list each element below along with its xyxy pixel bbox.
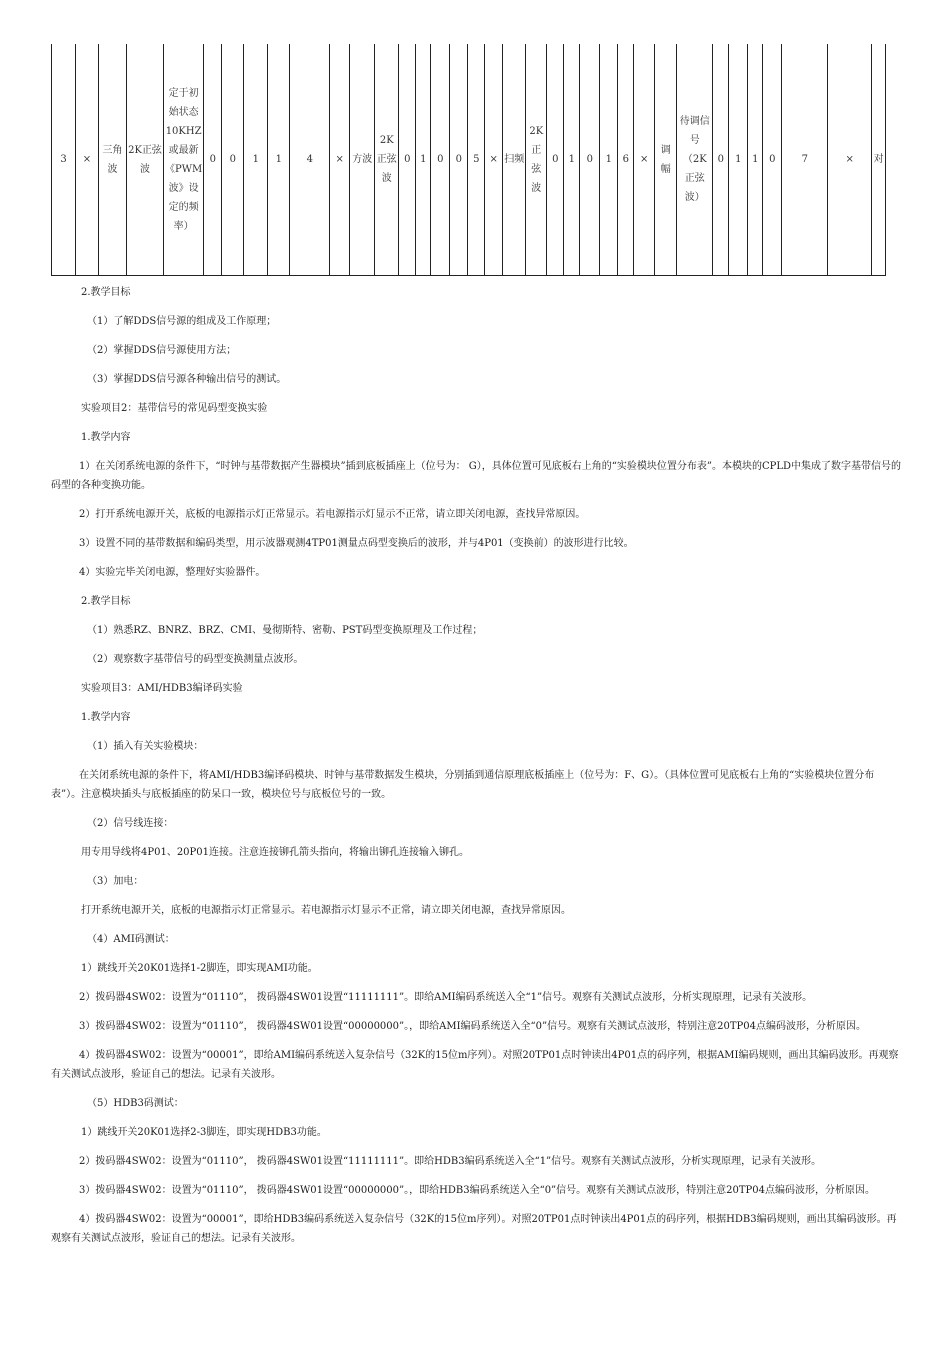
paragraph: 3）设置不同的基带数据和编码类型，用示波器观测4TP01测量点码型变换后的波形，并与4P01（变换前）的波形进行比较。 <box>79 538 634 549</box>
paragraph: 2.教学目标 <box>81 596 131 607</box>
paragraph: 4）实验完毕关闭电源，整理好实验器件。 <box>79 567 266 578</box>
table-cell: 1 <box>268 44 290 276</box>
table-cell: 5 <box>468 44 485 276</box>
table-cell: 三角波 <box>99 44 127 276</box>
table-cell: 0 <box>450 44 468 276</box>
table-cell: 0 <box>222 44 244 276</box>
table-cell: 7 <box>782 44 828 276</box>
table-cell: 2K正弦波 <box>526 44 547 276</box>
paragraph: （2）信号线连接： <box>87 818 174 829</box>
paragraph: （3）掌握DDS信号源各种输出信号的测试。 <box>87 374 287 385</box>
table-cell: 0 <box>580 44 600 276</box>
paragraph: 1.教学内容 <box>81 712 131 723</box>
table-cell: 0 <box>547 44 564 276</box>
paragraph: 1）跳线开关20K01选择2-3脚连，即实现HDB3功能。 <box>81 1127 327 1138</box>
table-cell: 1 <box>416 44 431 276</box>
paragraph: 4）拨码器4SW02：设置为“00001”，即给HDB3编码系统送入复杂信号（32K的15位m序列）。对照20TP01点时钟读出4P01点的码序列，根据HDB3编码规则，画出其编码波形。再观察有关测试点波形，验证自己的想法。记录有关波形。 <box>51 1214 897 1244</box>
table-cell: 0 <box>431 44 450 276</box>
table-fragment <box>51 44 911 276</box>
table-cell: 4 <box>290 44 330 276</box>
table-cell: 2K正弦波 <box>127 44 164 276</box>
waveform-table <box>51 44 886 276</box>
table-cell: 1 <box>729 44 748 276</box>
table-cell: 1 <box>748 44 763 276</box>
table-cell: 1 <box>564 44 580 276</box>
table-row <box>52 44 886 276</box>
paragraph: 1）跳线开关20K01选择1-2脚连，即实现AMI功能。 <box>81 963 318 974</box>
table-cell: 1 <box>600 44 618 276</box>
paragraph: （5）HDB3码测试： <box>87 1098 184 1109</box>
paragraph: 2）拨码器4SW02：设置为“01110”， 拨码器4SW01设置“11111111”。即给HDB3编码系统送入全“1”信号。观察有关测试点波形，分析实现原理，记录有关波形。 <box>79 1156 822 1167</box>
table-cell: 待调信号（2K正弦波） <box>677 44 713 276</box>
paragraph: （3）加电： <box>87 876 144 887</box>
table-cell: × <box>634 44 655 276</box>
paragraph: 打开系统电源开关，底板的电源指示灯正常显示。若电源指示灯显示不正常，请立即关闭电源，查找异常原因。 <box>81 905 571 916</box>
table-cell: 2K正弦波 <box>375 44 399 276</box>
table-cell: 定于初始状态10KHZ或最新《PWM波》设定的频率） <box>164 44 204 276</box>
table-cell: 调幅 <box>655 44 677 276</box>
table-cell: 方波 <box>350 44 375 276</box>
paragraph: 2.教学目标 <box>81 287 131 298</box>
paragraph: （4）AMI码测试： <box>87 934 175 945</box>
table-cell: 扫频 <box>503 44 526 276</box>
table-cell: 3 <box>52 44 76 276</box>
paragraph: 在关闭系统电源的条件下，将AMI/HDB3编译码模块、时钟与基带数据发生模块，分别插到通信原理底板插座上（位号为：F、G）。（具体位置可见底板右上角的“实验模块位置分布表”）。注意模块插头与底板插座的防呆口一致，模块位号与底板位号的一致。 <box>51 770 875 800</box>
table-cell: 0 <box>713 44 729 276</box>
paragraph: 2）打开系统电源开关，底板的电源指示灯正常显示。若电源指示灯显示不正常，请立即关闭电源，查找异常原因。 <box>79 509 586 520</box>
paragraph: 实验项目2：基带信号的常见码型变换实验 <box>81 403 268 414</box>
paragraph: 用专用导线将4P01、20P01连接。注意连接铆孔箭头指向，将输出铆孔连接输入铆孔。 <box>81 847 469 858</box>
paragraph: 3）拨码器4SW02：设置为“01110”， 拨码器4SW01设置“00000000”。，即给AMI编码系统送入全“0”信号。观察有关测试点波形，特别注意20TP04点编码波形，分析原因。 <box>79 1021 866 1032</box>
paragraph: （2）观察数字基带信号的码型变换测量点波形。 <box>87 654 304 665</box>
paragraph: （1）熟悉RZ、BNRZ、BRZ、CMI、曼彻斯特、密勒、PST码型变换原理及工作过程； <box>87 625 483 636</box>
document-body <box>51 283 903 1258</box>
paragraph: 实验项目3：AMI/HDB3编译码实验 <box>81 683 243 694</box>
paragraph: （1）了解DDS信号源的组成及工作原理； <box>87 316 277 327</box>
paragraph: （2）掌握DDS信号源使用方法； <box>87 345 237 356</box>
table-cell: 0 <box>763 44 782 276</box>
table-cell: 0 <box>204 44 222 276</box>
paragraph: 1.教学内容 <box>81 432 131 443</box>
table-cell: 0 <box>399 44 416 276</box>
table-cell: 6 <box>618 44 634 276</box>
table-cell: × <box>485 44 503 276</box>
paragraph: 2）拨码器4SW02：设置为“01110”， 拨码器4SW01设置“11111111”。即给AMI编码系统送入全“1”信号。观察有关测试点波形，分析实现原理，记录有关波形。 <box>79 992 813 1003</box>
paragraph: 3）拨码器4SW02：设置为“01110”， 拨码器4SW01设置“00000000”。，即给HDB3编码系统送入全“0”信号。观察有关测试点波形，特别注意20TP04点编码波形，分析原因。 <box>79 1185 876 1196</box>
table-cell: × <box>330 44 350 276</box>
table-cell: 对 <box>872 44 886 276</box>
table-cell: × <box>76 44 99 276</box>
paragraph: 1）在关闭系统电源的条件下，“时钟与基带数据产生器模块”插到底板插座上（位号为： G），具体位置可见底板右上角的“实验模块位置分布表”。本模块的CPLD中集成了数字基带信号的码型的各种变换功能。 <box>51 461 902 491</box>
paragraph: 4）拨码器4SW02：设置为“00001”，即给AMI编码系统送入复杂信号（32K的15位m序列）。对照20TP01点时钟读出4P01点的码序列，根据AMI编码规则，画出其编码波形。再观察有关测试点波形，验证自己的想法。记录有关波形。 <box>51 1050 899 1080</box>
table-cell: 1 <box>244 44 268 276</box>
paragraph: （1）插入有关实验模块： <box>87 741 204 752</box>
table-cell: × <box>828 44 872 276</box>
